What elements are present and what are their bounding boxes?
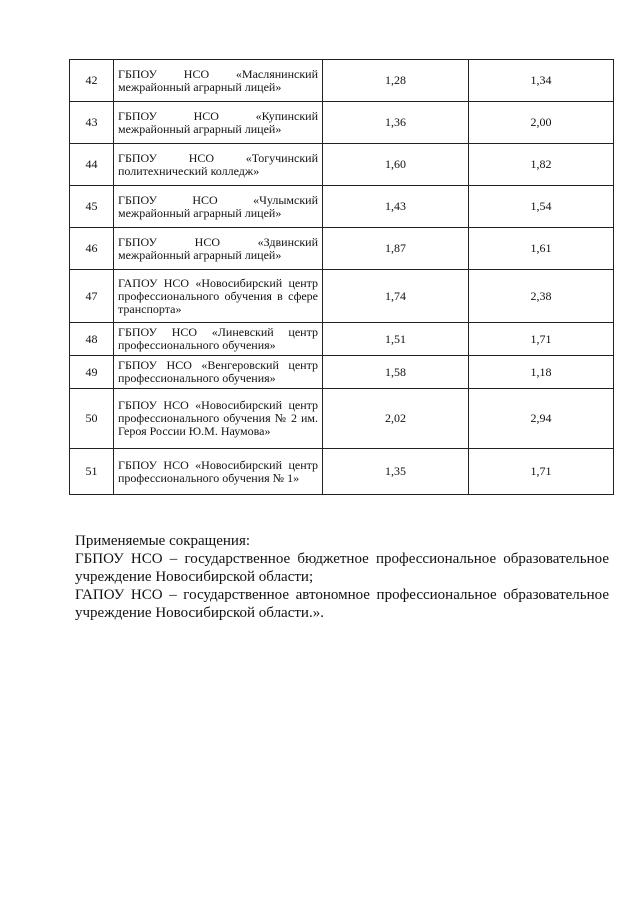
institution-name: ГБПОУ НСО «Новосибирский центр профессионального обучения № 1» <box>114 449 323 495</box>
table-row <box>70 186 614 228</box>
value-1: 1,58 <box>323 356 469 389</box>
row-number: 48 <box>70 323 114 356</box>
institution-name: ГБПОУ НСО «Купинский межрайонный аграрный лицей» <box>114 102 323 144</box>
table-body <box>70 60 614 495</box>
institution-name: ГБПОУ НСО «Новосибирский центр профессионального обучения № 2 им. Героя России Ю.М. Наумова» <box>114 389 323 449</box>
institution-name: ГБПОУ НСО «Маслянинский межрайонный аграрный лицей» <box>114 60 323 102</box>
value-2: 1,18 <box>469 356 614 389</box>
row-number: 44 <box>70 144 114 186</box>
row-number: 49 <box>70 356 114 389</box>
value-1: 1,87 <box>323 228 469 270</box>
value-2: 1,71 <box>469 323 614 356</box>
notes-line-gapou: ГАПОУ НСО – государственное автономное профессиональное образовательное учреждение Новосибирской области.». <box>75 587 609 621</box>
value-2: 1,71 <box>469 449 614 495</box>
table-row <box>70 356 614 389</box>
institution-name: ГАПОУ НСО «Новосибирский центр профессионального обучения в сфере транспорта» <box>114 270 323 323</box>
value-2: 2,00 <box>469 102 614 144</box>
value-1: 1,74 <box>323 270 469 323</box>
value-2: 1,82 <box>469 144 614 186</box>
institution-name: ГБПОУ НСО «Чулымский межрайонный аграрный лицей» <box>114 186 323 228</box>
value-1: 1,35 <box>323 449 469 495</box>
table-row <box>70 60 614 102</box>
institution-name: ГБПОУ НСО «Здвинский межрайонный аграрный лицей» <box>114 228 323 270</box>
value-1: 1,36 <box>323 102 469 144</box>
table-row <box>70 228 614 270</box>
row-number: 43 <box>70 102 114 144</box>
notes-heading: Применяемые сокращения: <box>75 533 251 549</box>
table-row <box>70 102 614 144</box>
abbreviations-notes <box>75 532 609 622</box>
value-1: 1,43 <box>323 186 469 228</box>
row-number: 42 <box>70 60 114 102</box>
table-row <box>70 323 614 356</box>
row-number: 51 <box>70 449 114 495</box>
value-2: 1,34 <box>469 60 614 102</box>
row-number: 50 <box>70 389 114 449</box>
table-row <box>70 389 614 449</box>
value-1: 1,28 <box>323 60 469 102</box>
institution-name: ГБПОУ НСО «Венгеровский центр профессионального обучения» <box>114 356 323 389</box>
institution-name: ГБПОУ НСО «Тогучинский политехнический колледж» <box>114 144 323 186</box>
table-row <box>70 270 614 323</box>
value-1: 1,51 <box>323 323 469 356</box>
colleges-table <box>69 59 614 495</box>
value-2: 2,38 <box>469 270 614 323</box>
row-number: 47 <box>70 270 114 323</box>
value-1: 1,60 <box>323 144 469 186</box>
row-number: 45 <box>70 186 114 228</box>
table-row <box>70 449 614 495</box>
value-2: 1,61 <box>469 228 614 270</box>
value-1: 2,02 <box>323 389 469 449</box>
row-number: 46 <box>70 228 114 270</box>
value-2: 1,54 <box>469 186 614 228</box>
table-row <box>70 144 614 186</box>
value-2: 2,94 <box>469 389 614 449</box>
notes-line-gbpou: ГБПОУ НСО – государственное бюджетное профессиональное образовательное учреждение Новосибирской области; <box>75 551 609 585</box>
institution-name: ГБПОУ НСО «Линевский центр профессионального обучения» <box>114 323 323 356</box>
